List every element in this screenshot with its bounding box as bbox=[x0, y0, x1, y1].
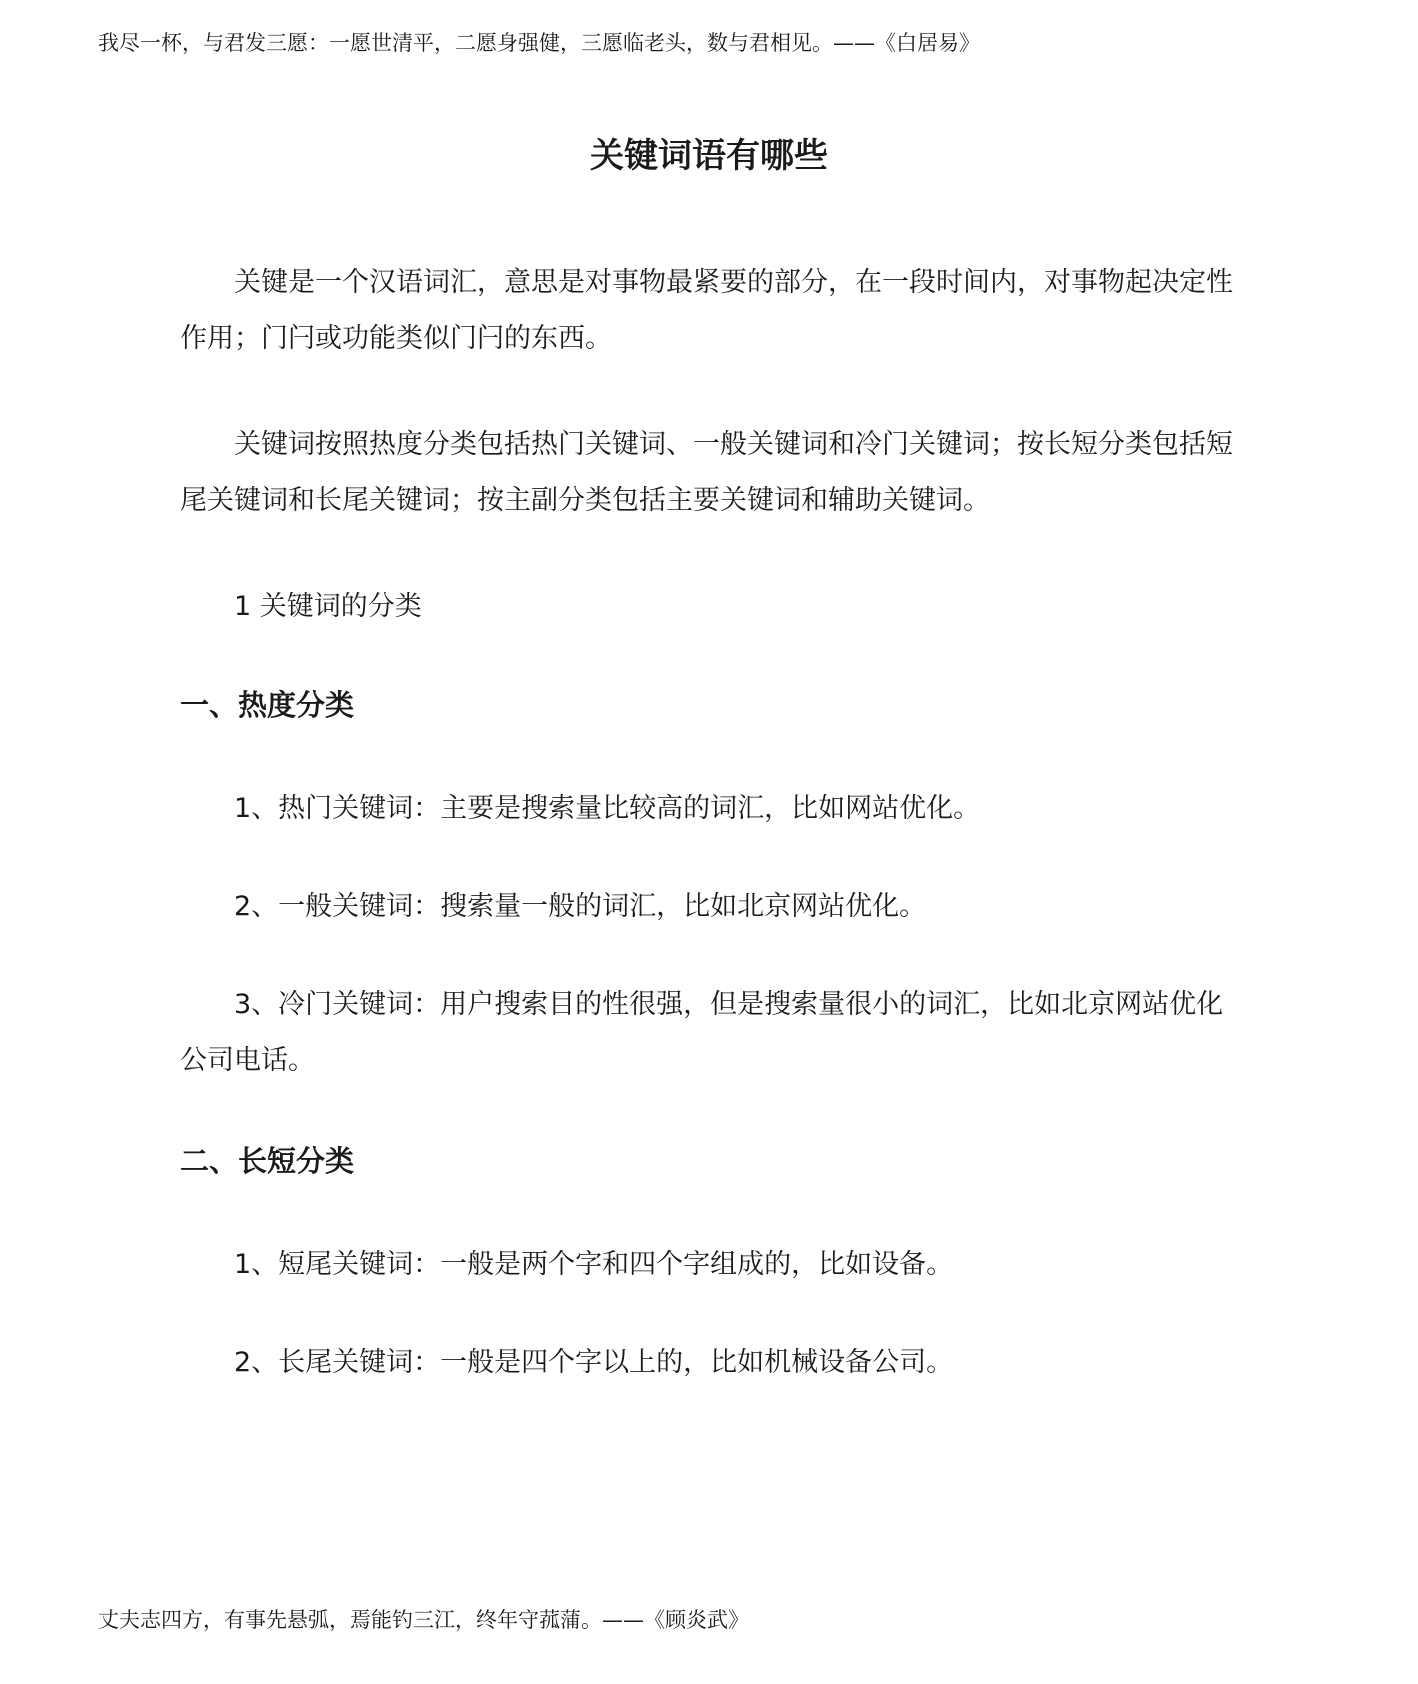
list-item-general-keywords: 2、一般关键词：搜索量一般的词汇，比如北京网站优化。 bbox=[234, 891, 927, 922]
footer-quote: 丈夫志四方，有事先悬弧，焉能钓三江，终年守菰蒲。——《顾炎武》 bbox=[98, 1608, 749, 1632]
list-item-cold-keywords: 3、冷门关键词：用户搜索目的性很强，但是搜索量很小的词汇，比如北京网站优化公司电话。 bbox=[180, 989, 1224, 1076]
list-item-hot-keywords: 1、热门关键词：主要是搜索量比较高的词汇，比如网站优化。 bbox=[234, 793, 981, 824]
list-item-short-tail: 1、短尾关键词：一般是两个字和四个字组成的，比如设备。 bbox=[234, 1249, 954, 1280]
list-item-long-tail: 2、长尾关键词：一般是四个字以上的，比如机械设备公司。 bbox=[234, 1347, 954, 1378]
paragraph-definition: 关键是一个汉语词汇，意思是对事物最紧要的部分，在一段时间内，对事物起决定性作用；门闩或功能类似门闩的东西。 bbox=[180, 267, 1233, 354]
page-title: 关键词语有哪些 bbox=[590, 136, 828, 176]
paragraph-classification: 关键词按照热度分类包括热门关键词、一般关键词和冷门关键词；按长短分类包括短尾关键词和长尾关键词；按主副分类包括主要关键词和辅助关键词。 bbox=[180, 429, 1233, 516]
heading-length: 二、长短分类 bbox=[180, 1144, 355, 1178]
heading-popularity: 一、热度分类 bbox=[180, 688, 355, 722]
section-label: 1 关键词的分类 bbox=[234, 591, 422, 622]
article-body bbox=[180, 255, 1240, 1391]
header-quote: 我尽一杯，与君发三愿：一愿世清平，二愿身强健，三愿临老头，数与君相见。——《白居易》 bbox=[98, 31, 980, 55]
